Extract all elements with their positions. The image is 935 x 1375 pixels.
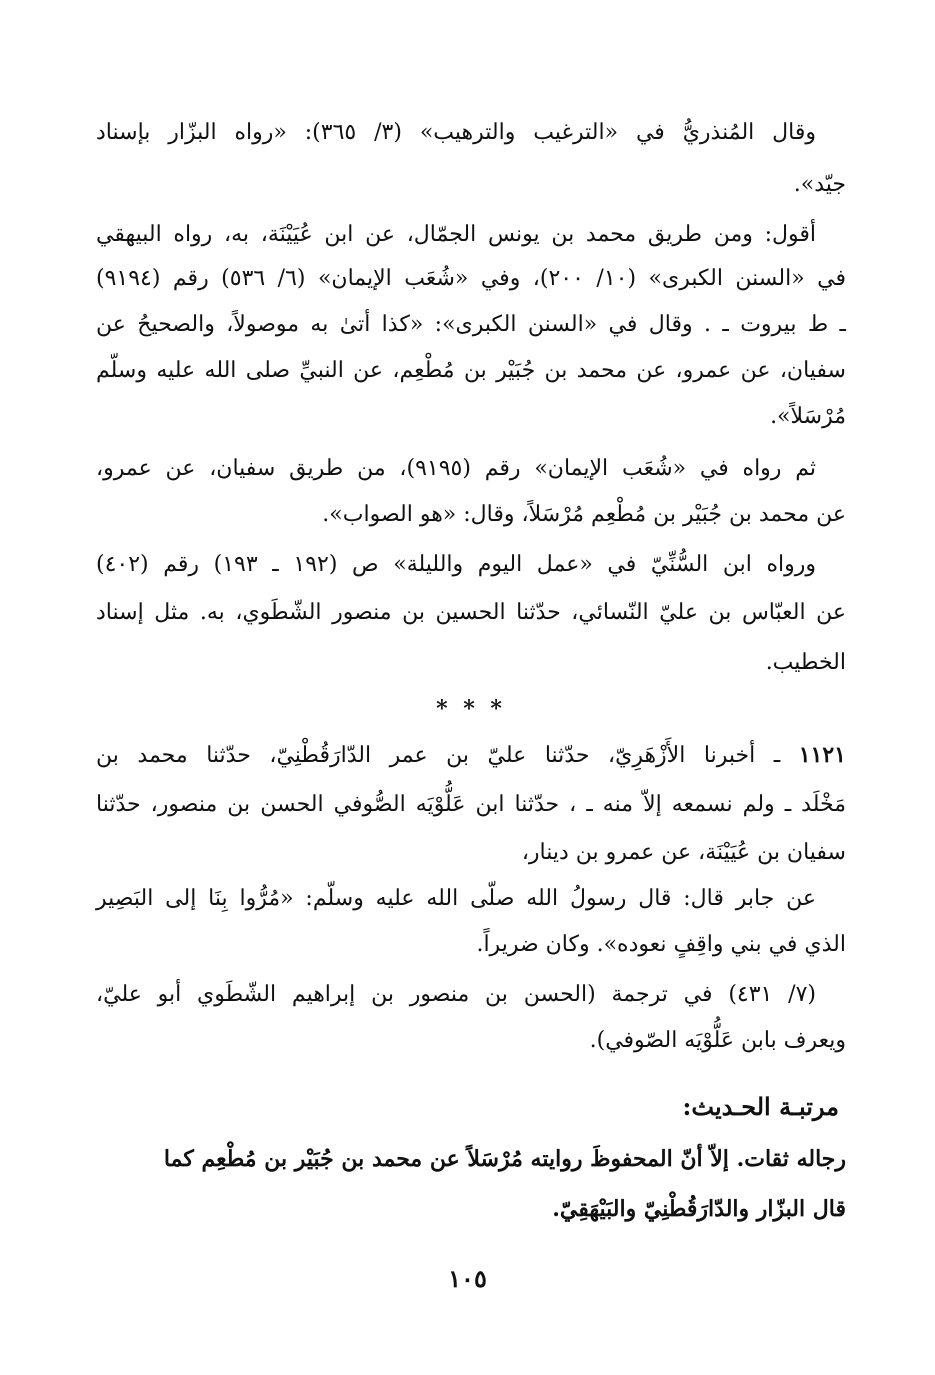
para2-line-4: سفيان، عن عمرو، عن محمد بن جُبَيْر بن مُطْعِم، عن النبيِّ صلى الله عليه وسلّم <box>96 358 846 383</box>
hadith-line-1-text: ـ أخبرنا الأَزْهَرِيّ، حدّثنا عليّ بن عمر الدّارَقُطْنِيّ، حدّثنا محمد بن <box>96 743 781 768</box>
grade-line-2: قال البزّار والدّارَقُطْنِيّ والبَيْهَقِيّ. <box>552 1196 846 1222</box>
hadith-number: ١١٢١ <box>798 742 846 768</box>
para4-line-1: ورواه ابن السُّنِّيّ في «عمل اليوم والليلة» ص (١٩٢ ـ ١٩٣) رقم (٤٠٢) <box>96 552 817 577</box>
para2-line-1: أقول: ومن طريق محمد بن يونس الجمّال، عن ابن عُيَيْنَة، به، رواه البيهقي <box>96 222 816 247</box>
para3-line-1: ثم رواه في «شُعَب الإيمان» رقم (٩١٩٥)، من طريق سفيان، عن عمرو، <box>96 456 817 481</box>
hadith-line-3: سفيان بن عُيَيْنَة، عن عمرو بن دينار، <box>521 840 846 865</box>
para4-line-2: عن العبّاس بن عليّ النّسائي، حدّثنا الحسين بن منصور الشّطَوي، به. مثل إسناد <box>96 600 846 625</box>
para3-line-2: عن محمد بن جُبَيْر بن مُطْعِم مُرْسَلاً، وقال: «هو الصواب». <box>322 502 846 527</box>
section-separator: * * * <box>436 696 506 722</box>
para2-line-2: في «السنن الكبرى» (١٠/ ٢٠٠)، وفي «شُعَب الإيمان» (٦/ ٥٣٦) رقم (٩١٩٤) <box>96 266 847 291</box>
para1-line-1: وقال المُنذريُّ في «الترغيب والترهيب» (٣/ ٣٦٥): «رواه البزّار بإسناد <box>96 120 816 145</box>
hadith-line-5: الذي في بني واقِفٍ نعوده». وكان ضريراً. <box>476 932 846 957</box>
para2-line-5: مُرْسَلاً». <box>770 404 846 429</box>
para1-line-2: جيّد». <box>793 172 846 197</box>
page-body <box>96 0 846 1375</box>
hadith-line-4: عن جابر قال: قال رسولُ الله صلّى الله عليه وسلّم: «مُرُّوا بِنَا إلى البَصِير <box>96 886 816 911</box>
hadith-line-2: مَخْلَد ـ ولم نسمعه إلاّ منه ـ ، حدّثنا ابن عَلُّوْيَه الصُّوفي الحسن بن منصور، حدّثنا <box>96 792 846 817</box>
para4-line-3: الخطيب. <box>765 650 846 675</box>
note-line-1: (٧/ ٤٣١) في ترجمة (الحسن بن منصور بن إبراهيم الشّطَوي أبو عليّ، <box>96 982 816 1007</box>
para2-line-3: ـ ط بيروت ـ . وقال في «السنن الكبرى»: «كذا أتىٰ به موصولاً، والصحيحُ عن <box>96 312 846 337</box>
grade-line-1: رجاله ثقات. إلاّ أنّ المحفوظَ روايته مُرْسَلاً عن محمد بن جُبَيْر بن مُطْعِم كما <box>163 1146 846 1172</box>
hadith-line-1 <box>96 738 846 773</box>
page-number: ١٠٥ <box>448 1264 487 1293</box>
note-line-2: ويعرف بابن عَلُّوْيَه الصّوفي). <box>589 1028 846 1053</box>
grade-heading: مرتبـة الحـديث: <box>682 1092 839 1121</box>
